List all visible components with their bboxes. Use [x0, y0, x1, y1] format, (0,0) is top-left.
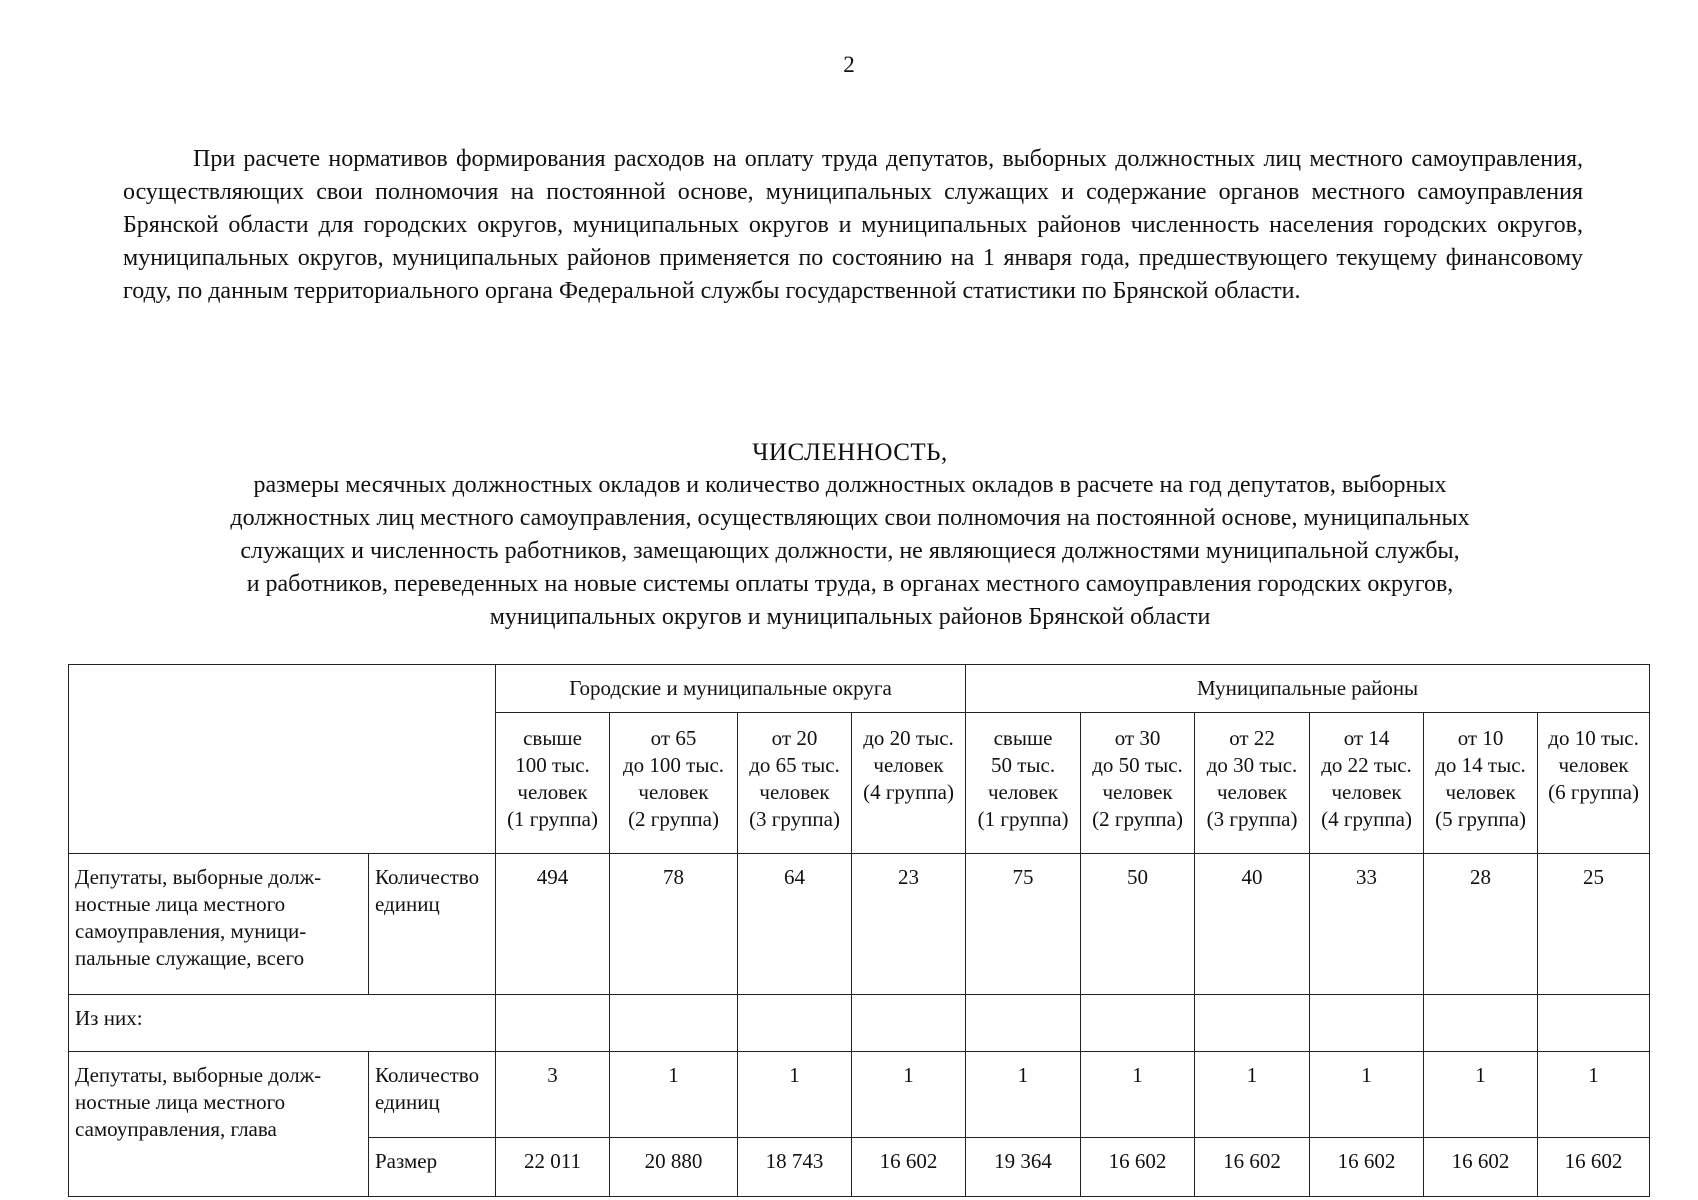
row-label-line: ностные лица местного [75, 892, 286, 916]
column-header-group-9 [1424, 713, 1538, 854]
column-header-group-3 [738, 713, 852, 854]
table-cell-value: 1 [1310, 1052, 1424, 1138]
table-cell-value: 16 602 [1310, 1138, 1424, 1197]
column-header-line: до 100 тыс. [622, 753, 725, 777]
column-header-line: свыше [993, 726, 1053, 750]
column-header-line: от 10 [1457, 726, 1504, 750]
table-cell-value: 1 [738, 1052, 852, 1138]
table-cell-value: 1 [966, 1052, 1081, 1138]
table-cell-value: 19 364 [966, 1138, 1081, 1197]
unit-label [369, 854, 496, 995]
table-cell-value: 494 [496, 854, 610, 995]
column-header-group-10 [1538, 713, 1650, 854]
column-header-line: человек [517, 780, 588, 804]
table-corner-cell [69, 665, 496, 854]
column-header-line: от 65 [650, 726, 697, 750]
column-header-line: человек [1445, 780, 1516, 804]
table-cell-value: 3 [496, 1052, 610, 1138]
table-cell-value: 1 [1081, 1052, 1195, 1138]
column-header-line: (1 группа) [977, 807, 1069, 831]
column-header-line: человек [638, 780, 709, 804]
column-header-line: до 22 тыс. [1321, 753, 1412, 777]
heading-line: должностных лиц местного самоуправления, осуществляющих свои полномочия на постоянной основе, муниципальных [230, 505, 1470, 531]
table-cell-value: 16 602 [1195, 1138, 1310, 1197]
table-cell-value: 1 [1424, 1052, 1538, 1138]
group-header-rayony: Муниципальные районы [966, 665, 1650, 713]
column-header-line: до 30 тыс. [1206, 753, 1298, 777]
table-row-total [69, 854, 1650, 995]
table-cell-empty [852, 995, 966, 1052]
column-header-line: (4 группа) [863, 780, 954, 804]
heading-line: и работников, переведенных на новые системы оплаты труда, в органах местного самоуправления городских округов, [246, 571, 1454, 597]
table-cell-value: 78 [610, 854, 738, 995]
table-cell-value: 40 [1195, 854, 1310, 995]
table-cell-value: 16 602 [1081, 1138, 1195, 1197]
row-label-line: ностные лица местного [75, 1090, 286, 1114]
column-header-line: человек [873, 753, 944, 777]
table-row-of-them [69, 995, 1650, 1052]
table-cell-empty [1310, 995, 1424, 1052]
column-header-line: человек [759, 780, 830, 804]
column-header-line: от 22 [1229, 726, 1275, 750]
column-header-group-1 [496, 713, 610, 854]
table-cell-empty [966, 995, 1081, 1052]
column-header-group-7 [1195, 713, 1310, 854]
table-cell-empty [496, 995, 610, 1052]
heading-line: муниципальных округов и муниципальных районов Брянской области [489, 604, 1211, 630]
column-header-line: (4 группа) [1321, 807, 1412, 831]
table-cell-empty [1538, 995, 1650, 1052]
column-header-line: человек [1216, 780, 1288, 804]
row-label-line: самоуправления, муници- [75, 919, 307, 943]
table-cell-empty [1195, 995, 1310, 1052]
column-header-line: (6 группа) [1548, 780, 1639, 804]
table-cell-value: 16 602 [852, 1138, 966, 1197]
column-header-line: от 30 [1114, 726, 1161, 750]
unit-label-line: единиц [375, 892, 440, 916]
unit-label-line: Количество [375, 1063, 480, 1087]
table-cell-value: 1 [1195, 1052, 1310, 1138]
table-cell-empty [610, 995, 738, 1052]
table-cell-value: 64 [738, 854, 852, 995]
table-cell-value: 50 [1081, 854, 1195, 995]
column-header-group-6 [1081, 713, 1195, 854]
row-label-of-them: Из них: [69, 995, 496, 1052]
row-label [69, 854, 369, 995]
table-cell-value: 23 [852, 854, 966, 995]
column-header-line: до 65 тыс. [749, 753, 840, 777]
unit-label [369, 1052, 496, 1138]
column-header-line: (3 группа) [1206, 807, 1298, 831]
column-header-line: (2 группа) [628, 807, 719, 831]
group-header-okruga: Городские и муниципальные округа [496, 665, 966, 713]
table-cell-value: 28 [1424, 854, 1538, 995]
table-cell-empty [738, 995, 852, 1052]
table-cell-value: 16 602 [1424, 1138, 1538, 1197]
table-cell-value: 18 743 [738, 1138, 852, 1197]
intro-paragraph: При расчете нормативов формирования расходов на оплату труда депутатов, выборных должностных лиц местного самоуправления, осуществляющих свои полномочия на постоянной основе, муниципальных служащих и содержание органов местного самоуправления Брянской области для городских округов, муниципальных округов и муниципальных районов численность населения городских округов, муниципальных округов, муниципальных районов применяется по состоянию на 1 января года, предшествующего текущему финансовому году, по данным территориального органа Федеральной службы государственной статистики по Брянской области. [123, 146, 1583, 304]
table-cell-value: 22 011 [496, 1138, 610, 1197]
column-header-line: (5 группа) [1435, 807, 1526, 831]
unit-label-size: Размер [369, 1138, 496, 1197]
table-row-heads-quantity [69, 1052, 1650, 1138]
norms-table [68, 664, 1650, 1197]
row-label [69, 1052, 369, 1197]
table-cell-value: 75 [966, 854, 1081, 995]
column-header-line: (2 группа) [1092, 807, 1183, 831]
column-header-line: 100 тыс. [515, 753, 590, 777]
heading-title: ЧИСЛЕННОСТЬ, [752, 439, 948, 466]
column-header-group-8 [1310, 713, 1424, 854]
row-label-line: пальные служащие, всего [75, 946, 305, 970]
table-cell-value: 20 880 [610, 1138, 738, 1197]
heading-line: служащих и численность работников, замещающих должности, не являющиеся должностями муниципальной службы, [240, 538, 1460, 564]
document-heading [120, 436, 1580, 634]
row-label-line: Депутаты, выборные долж- [75, 1063, 322, 1087]
heading-line: размеры месячных должностных окладов и количество должностных окладов в расчете на год депутатов, выборных [253, 472, 1447, 498]
column-header-line: от 14 [1343, 726, 1390, 750]
column-header-line: до 20 тыс. [863, 726, 954, 750]
column-header-line: до 50 тыс. [1092, 753, 1183, 777]
column-header-line: от 20 [771, 726, 818, 750]
table-cell-value: 16 602 [1538, 1138, 1650, 1197]
table-cell-value: 33 [1310, 854, 1424, 995]
table-cell-value: 1 [610, 1052, 738, 1138]
table-cell-value: 1 [852, 1052, 966, 1138]
column-header-group-5 [966, 713, 1081, 854]
column-header-line: до 14 тыс. [1435, 753, 1526, 777]
unit-label-line: Количество [375, 865, 480, 889]
column-header-group-2 [610, 713, 738, 854]
table-cell-empty [1424, 995, 1538, 1052]
table-cell-empty [1081, 995, 1195, 1052]
column-header-line: человек [1102, 780, 1173, 804]
page-number: 2 [843, 52, 855, 77]
table-cell-value: 25 [1538, 854, 1650, 995]
column-header-line: человек [987, 780, 1059, 804]
column-header-group-4 [852, 713, 966, 854]
row-label-line: Депутаты, выборные долж- [75, 865, 322, 889]
column-header-line: (1 группа) [507, 807, 598, 831]
table-cell-value: 1 [1538, 1052, 1650, 1138]
column-header-line: человек [1331, 780, 1402, 804]
column-header-line: свыше [523, 726, 582, 750]
unit-label-line: единиц [375, 1090, 440, 1114]
column-header-line: человек [1558, 753, 1629, 777]
row-label-line: самоуправления, глава [75, 1117, 277, 1141]
column-header-line: (3 группа) [749, 807, 840, 831]
column-header-line: 50 тыс. [990, 753, 1056, 777]
column-header-line: до 10 тыс. [1548, 726, 1639, 750]
